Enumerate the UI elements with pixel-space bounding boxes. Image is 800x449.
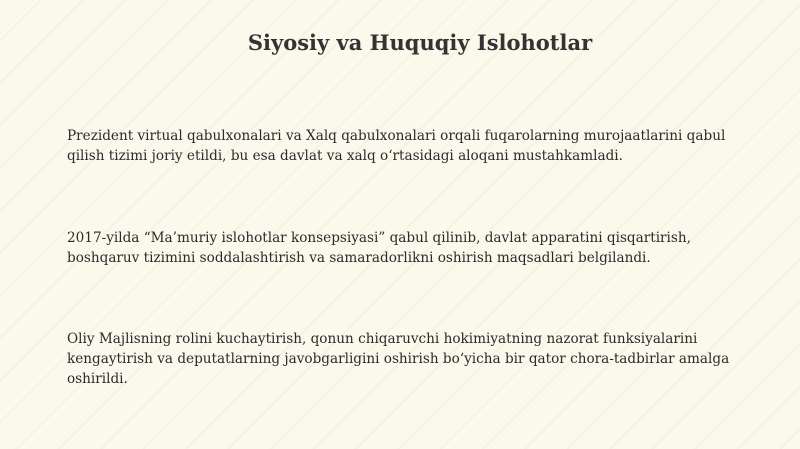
paragraph-virtual-reception: Prezident virtual qabulxonalari va Xalq qabulxonalari orqali fuqarolarning murojaatlarini qabul qilish tizimi joriy etildi, bu esa davlat va xalq o‘rtasidagi aloqani mustahkamladi. — [67, 128, 726, 164]
paragraph-parliament-role: Oliy Majlisning rolini kuchaytirish, qonun chiqaruvchi hokimiyatning nazorat funksiyalarini kengaytirish va deputatlarning javobgarligini oshirish bo‘yicha bir qator chora-tadbirlar amalga oshirildi. — [67, 331, 730, 387]
paragraph-administrative-reform: 2017-yilda “Ma’muriy islohotlar konsepsiyasi” qabul qilinib, davlat apparatini qisqartirish, boshqaruv tizimini soddalashtirish va samaradorlikni oshirish maqsadlari belgilandi. — [67, 230, 691, 266]
slide-title: Siyosiy va Huquqiy Islohotlar — [247, 30, 593, 55]
